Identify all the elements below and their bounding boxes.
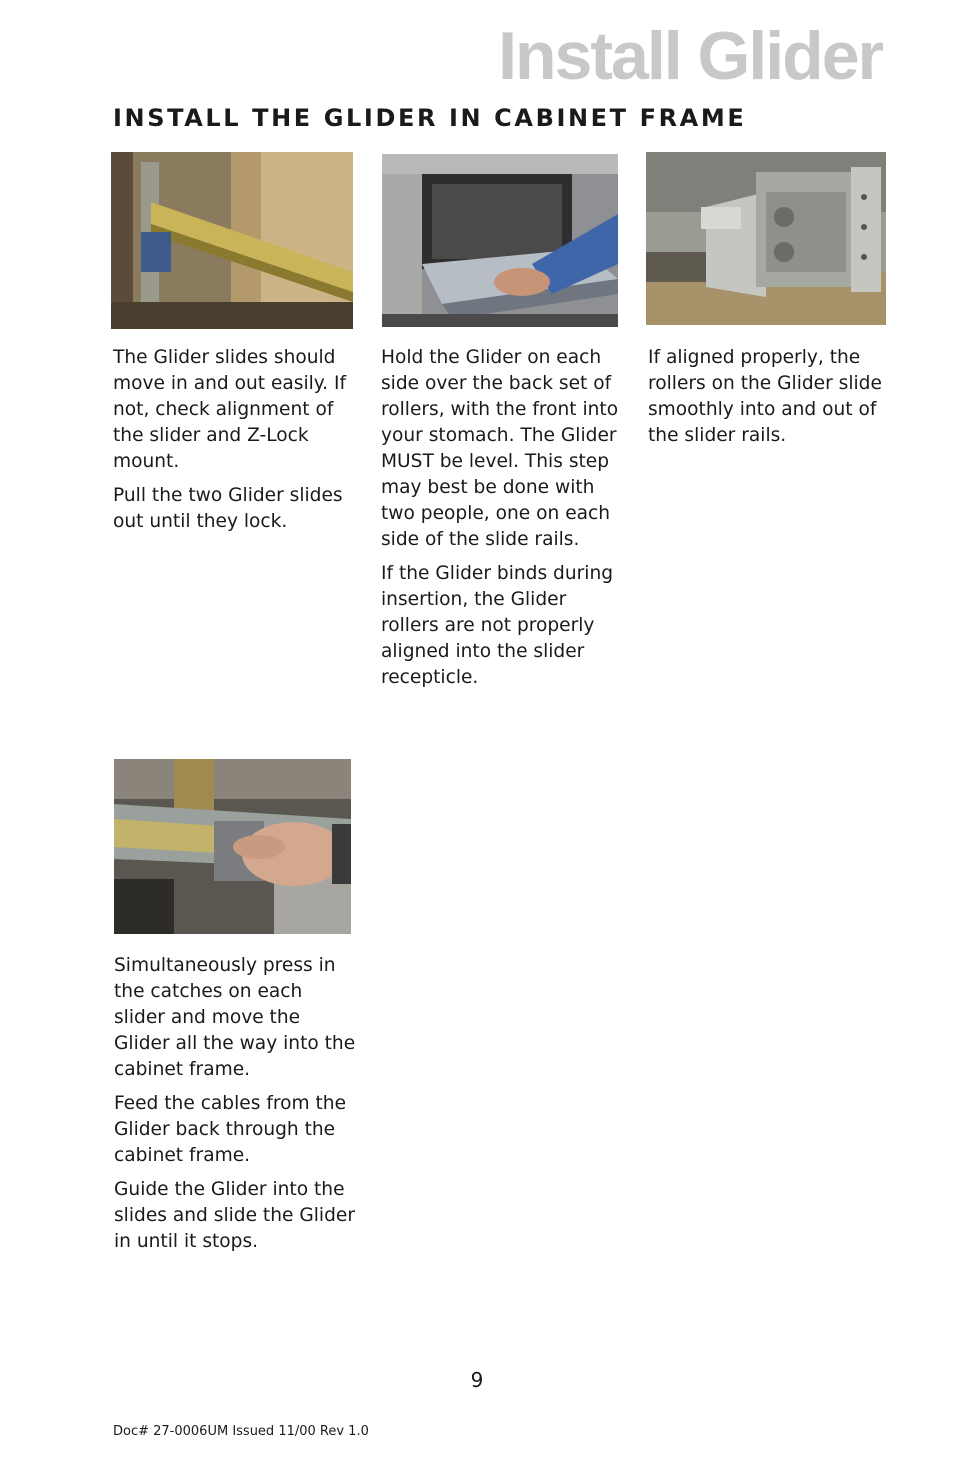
step-4-paragraph: Feed the cables from the Glider back through the cabinet frame.	[114, 1093, 347, 1166]
page-title: Install Glider	[498, 18, 882, 94]
slide-rail-photo	[111, 152, 353, 329]
press-catch-photo	[114, 759, 351, 934]
step-2-paragraph: If the Glider binds during insertion, the Glider rollers are not properly aligned into the slider recepticle.	[381, 563, 614, 688]
page-number: 9	[470, 1368, 484, 1392]
step-2-paragraph: Hold the Glider on each side over the back set of rollers, with the front into your stomach. The Glider MUST be level. This step may best be done with two people, one on each side of the slide rails.	[381, 347, 619, 550]
doc-id: Doc# 27-0006UM Issued 11/00 Rev 1.0	[113, 1424, 369, 1439]
section-heading: INSTALL THE GLIDER IN CABINET FRAME	[113, 104, 747, 132]
step-3-text	[648, 345, 888, 457]
step-4-paragraph: Simultaneously press in the catches on each slider and move the Glider all the way into the cabinet frame.	[114, 955, 356, 1080]
step-2-text	[381, 345, 623, 699]
step-1-paragraph: Pull the two Glider slides out until they lock.	[113, 485, 343, 532]
step-4-text	[114, 953, 358, 1263]
insert-glider-photo	[382, 154, 618, 327]
step-3-paragraph: If aligned properly, the rollers on the Glider slide smoothly into and out of the slider rails.	[648, 347, 882, 446]
step-4-paragraph: Guide the Glider into the slides and slide the Glider in until it stops.	[114, 1179, 355, 1252]
step-1-paragraph: The Glider slides should move in and out easily. If not, check alignment of the slider and Z-Lock mount.	[113, 347, 347, 472]
step-1-text	[113, 345, 357, 543]
roller-bracket-photo	[646, 152, 886, 325]
